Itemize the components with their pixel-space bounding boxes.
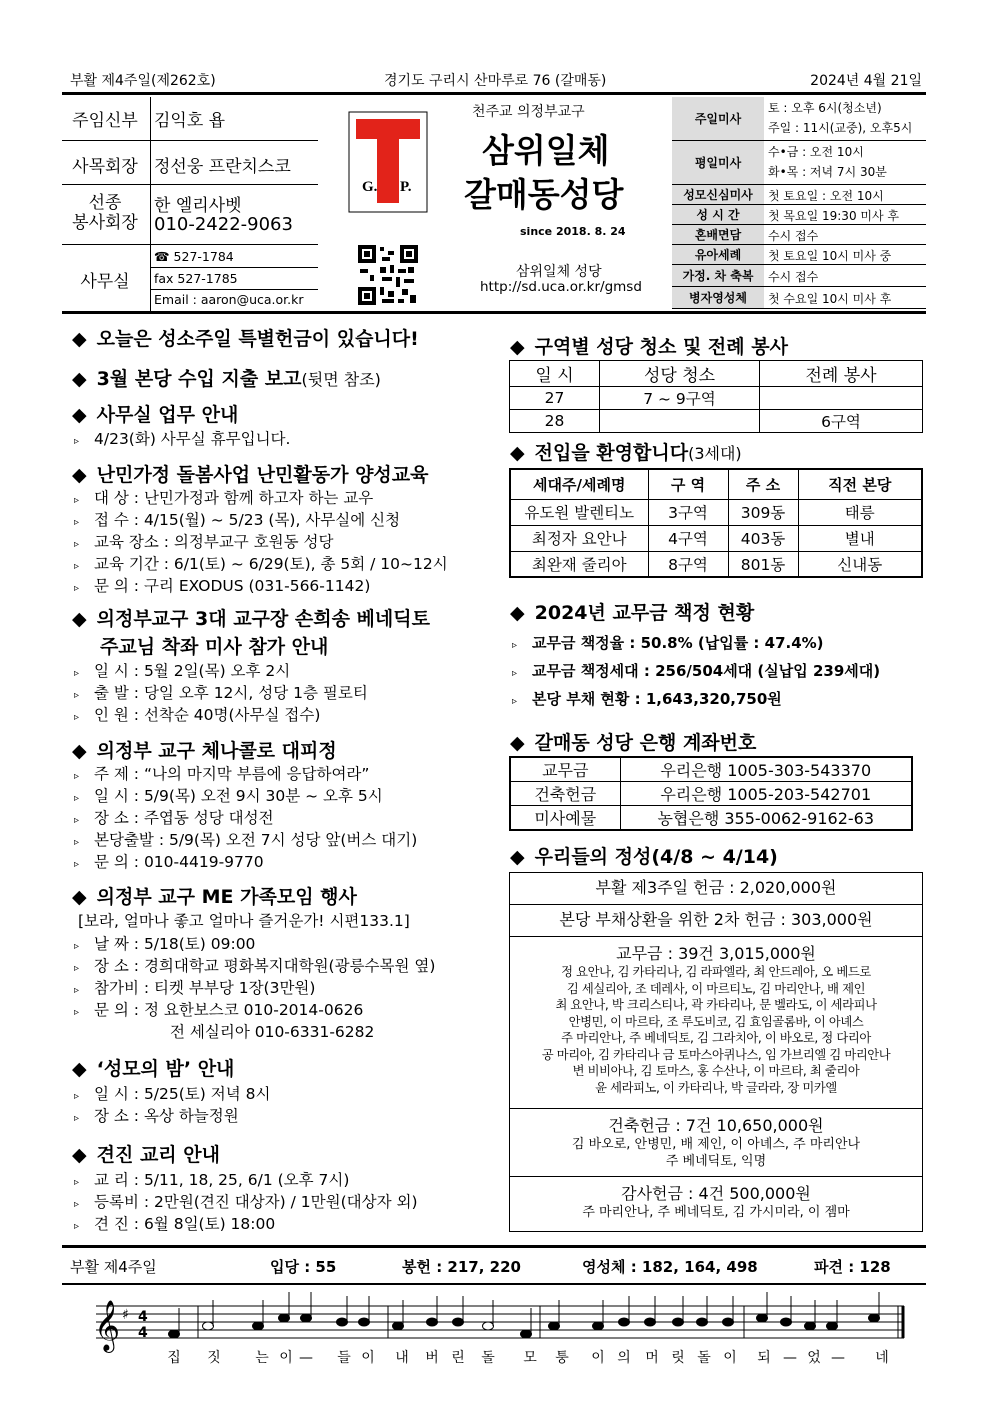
list-item: ▹ 참가비 : 티켓 부부당 1장(3만원) xyxy=(74,979,316,997)
tithe-name-line: 윤 세라피노, 이 카타리나, 박 글라라, 장 미카엘 xyxy=(595,1080,837,1095)
table-header: 구 역 xyxy=(648,469,728,499)
list-item: ▹ 문 의 : 구리 EXODUS (031-566-1142) xyxy=(74,577,371,595)
section-note: (3세대) xyxy=(688,444,742,463)
music-note xyxy=(337,1318,348,1326)
section-note: (뒷면 참조) xyxy=(301,370,381,389)
section-office-notice: ◆ 사무실 업무 안내 xyxy=(72,404,239,426)
music-note xyxy=(549,1322,560,1330)
lyric-syllable: 들 xyxy=(337,1350,351,1366)
building-names xyxy=(510,1136,922,1170)
mass-label: 가정. 차 축복 xyxy=(672,265,764,286)
section-title: 오늘은 성소주일 특별헌금이 있습니다! xyxy=(96,328,419,350)
account-label: 교무금 xyxy=(510,757,620,782)
table-cell: 태릉 xyxy=(798,499,922,525)
offering-sunday: 부활 제3주일 헌금 : 2,020,000원 xyxy=(510,873,922,905)
account-number[interactable]: 농협은행 355-0062-9162-63 xyxy=(620,806,912,831)
section-cenacle-retreat: ◆ 의정부 교구 체나콜로 대피정 xyxy=(72,740,337,762)
qr-code-icon[interactable] xyxy=(358,245,418,305)
pastor-row xyxy=(62,97,318,141)
service-row xyxy=(62,185,318,245)
stats-week: 부활 제4주일 xyxy=(70,1258,157,1276)
table-row xyxy=(510,757,912,782)
section-march-report: ◆ 3월 본당 수입 지출 보고(뒷면 참조) xyxy=(72,368,381,390)
mass-time: 첫 목요일 19:30 미사 후 xyxy=(768,209,899,223)
section-title: 3월 본당 수입 지출 보고 xyxy=(96,368,302,390)
lyric-syllable: 네 xyxy=(875,1350,889,1366)
table-cell: 신내동 xyxy=(798,551,922,577)
time-signature-bottom: 4 xyxy=(138,1325,148,1341)
psalm-quote: [보라, 얼마나 좋고 얼마나 즐거운가! 시편133.1] xyxy=(78,912,410,930)
mass-label: 혼배면담 xyxy=(672,225,764,244)
list-item: ▹ 본당출발 : 5/9(목) 오전 7시 성당 앞(버스 대기) xyxy=(74,831,418,849)
music-note xyxy=(359,1318,370,1326)
account-label: 미사예물 xyxy=(510,806,620,831)
list-item: ▹ 교무금 책정율 : 50.8% (납입률 : 47.4%) xyxy=(512,634,824,652)
mass-row xyxy=(672,245,926,265)
lyric-syllable: 돌 xyxy=(697,1350,711,1366)
time-signature-top: 4 xyxy=(138,1309,148,1325)
list-item: ▹ 장 소 : 옥상 하늘정원 xyxy=(74,1107,239,1125)
section-title: 2024년 교무금 책정 현황 xyxy=(534,602,755,624)
section-title: 견진 교리 안내 xyxy=(96,1144,220,1166)
table-cell: 최정자 요안나 xyxy=(510,525,648,551)
list-item: ▹ 접 수 : 4/15(월) ~ 5/23 (목), 사무실에 신청 xyxy=(74,511,401,529)
section-tithe-status: ◆ 2024년 교무금 책정 현황 xyxy=(510,602,755,624)
staff-col-divider xyxy=(150,97,151,311)
mass-time: 첫 토요일 : 오전 10시 xyxy=(768,189,884,203)
section-confirmation: ◆ 견진 교리 안내 xyxy=(72,1144,220,1166)
table-cell: 별내 xyxy=(798,525,922,551)
stats-attendance: 입당 : 55 xyxy=(270,1258,337,1276)
mass-time: 화•목 : 저녁 7시 30분 xyxy=(768,165,887,179)
office-email: Email : aaron@uca.or.kr xyxy=(154,292,304,307)
service-label xyxy=(62,193,148,233)
music-note xyxy=(279,1314,290,1322)
table-cell: 4구역 xyxy=(648,525,728,551)
offering-second: 본당 부채상환을 위한 2차 헌금 : 303,000원 xyxy=(510,905,922,937)
table-header: 성당 청소 xyxy=(600,361,760,387)
table-cell: 유도원 발렌티노 xyxy=(510,499,648,525)
treble-clef-icon: 𝄞 xyxy=(94,1300,121,1351)
thanks-names: 주 마리안나, 주 베네딕토, 김 가시미라, 이 젬마 xyxy=(582,1205,850,1220)
music-note xyxy=(593,1322,604,1330)
top-divider xyxy=(62,92,926,95)
mass-label: 유아세례 xyxy=(672,245,764,264)
offerings-box xyxy=(509,872,923,1232)
mass-time: 첫 토요일 10시 미사 중 xyxy=(768,249,892,263)
offering-building xyxy=(510,1109,922,1177)
music-note xyxy=(757,1314,768,1322)
hymn-score xyxy=(92,1290,912,1370)
music-note xyxy=(781,1318,792,1326)
mass-row xyxy=(672,205,926,225)
parish-logo xyxy=(348,111,428,213)
lyric-syllable: 의 xyxy=(617,1350,631,1366)
section-welcome: ◆ 전입을 환영합니다(3세대) xyxy=(510,442,742,464)
thanks-head: 감사헌금 : 4건 500,000원 xyxy=(621,1184,811,1203)
service-name: 한 엘리사벳 xyxy=(154,196,242,216)
section-title: 난민가정 돌봄사업 난민활동가 양성교육 xyxy=(96,464,429,486)
lyric-syllable: 었 xyxy=(807,1350,821,1366)
lyric-syllable: 퉁 xyxy=(555,1350,569,1366)
section-cleaning-duty: ◆ 구역별 성당 청소 및 전례 봉사 xyxy=(510,336,788,358)
list-item: ▹ 4/23(화) 사무실 휴무입니다. xyxy=(74,430,291,448)
table-header: 세대주/세례명 xyxy=(510,469,648,499)
list-item: ▹ 교육 기간 : 6/1(토) ~ 6/29(토), 총 5회 / 10~12시 xyxy=(74,555,448,573)
table-cell: 309동 xyxy=(728,499,798,525)
table-header: 주 소 xyxy=(728,469,798,499)
music-note xyxy=(453,1318,464,1326)
stats-offering: 봉헌 : 217, 220 xyxy=(402,1258,521,1276)
mass-row xyxy=(672,225,926,245)
list-item: ▹ 일 시 : 5월 2일(목) 오후 2시 xyxy=(74,662,291,680)
music-note xyxy=(673,1318,684,1326)
music-note xyxy=(301,1314,312,1322)
music-note xyxy=(393,1322,404,1330)
list-item: ▹ 일 시 : 5/25(토) 저녁 8시 xyxy=(74,1085,271,1103)
list-item-contact2: 전 세실리아 010-6331-6282 xyxy=(170,1023,375,1041)
service-label-1: 선종 xyxy=(88,193,122,213)
section-title: 전입을 환영합니다 xyxy=(534,442,689,464)
section-me-family: ◆ 의정부 교구 ME 가족모임 행사 xyxy=(72,886,357,908)
lyric-syllable: 머 xyxy=(645,1350,659,1366)
building-name-line: 주 베네딕토, 익명 xyxy=(665,1154,767,1169)
list-item: ▹ 일 시 : 5/9(목) 오전 9시 30분 ~ 오후 5시 xyxy=(74,787,383,805)
table-cell: 28 xyxy=(510,410,600,433)
section-title: 구역별 성당 청소 및 전례 봉사 xyxy=(534,336,788,358)
bank-table xyxy=(509,756,913,831)
parish-name-line1: 삼위일체 xyxy=(482,131,610,170)
mass-label: 주일미사 xyxy=(672,97,764,140)
mass-label: 성 시 간 xyxy=(672,205,764,224)
table-header: 전례 봉사 xyxy=(760,361,923,387)
tithe-name-line: 정 요안나, 김 카타리나, 김 라파엘라, 최 안드레아, 오 베드로 xyxy=(561,965,871,979)
music-note xyxy=(203,1322,214,1330)
tithe-name-line: 최 요안나, 박 크리스티나, 곽 카타리나, 문 벨라도, 이 세라피나 xyxy=(555,998,877,1012)
table-cell: 27 xyxy=(510,387,600,410)
list-item: ▹ 출 발 : 당일 오후 12시, 성당 1층 필로티 xyxy=(74,684,368,702)
office-phone: ☎ 527-1784 xyxy=(154,249,234,264)
cleaning-table xyxy=(509,360,923,433)
pastor-name: 김익호 욥 xyxy=(154,111,226,131)
lyric-syllable: 집 xyxy=(167,1350,181,1366)
lyric-syllable: — xyxy=(783,1350,797,1366)
account-label: 건축헌금 xyxy=(510,782,620,806)
mass-time: 첫 수요일 10시 미사 후 xyxy=(768,292,892,306)
tithe-name-line: 공 마리아, 김 카타리나 금 토마스아퀴나스, 임 가브리엘 김 마리안나 xyxy=(541,1047,891,1062)
mass-row xyxy=(672,265,926,287)
table-cell: 8구역 xyxy=(648,551,728,577)
council-row xyxy=(62,141,318,185)
mass-time: 수시 접수 xyxy=(768,229,819,243)
lyric-syllable: 버 xyxy=(425,1350,439,1366)
tithe-names xyxy=(510,964,922,1096)
table-row xyxy=(510,551,922,577)
church-address: 경기도 구리시 산마루로 76 (갈매동) xyxy=(384,73,607,89)
lyric-syllable: — xyxy=(831,1350,845,1366)
mass-row xyxy=(672,287,926,309)
office-fax: fax 527-1785 xyxy=(154,271,238,286)
section-title: 우리들의 정성(4/8 ~ 4/14) xyxy=(534,846,778,868)
offering-thanks xyxy=(510,1177,922,1231)
music-note xyxy=(827,1322,838,1330)
mass-row xyxy=(672,97,926,141)
welcome-table xyxy=(509,468,923,578)
lyric-syllable: 린 xyxy=(451,1350,465,1366)
logo-letters-right: P. xyxy=(400,179,412,195)
table-header-row xyxy=(510,469,922,499)
stats-bar xyxy=(62,1248,926,1282)
section-offerings: ◆ 우리들의 정성(4/8 ~ 4/14) xyxy=(510,846,778,868)
list-item: ▹ 장 소 : 경희대학교 평화복지대학원(광릉수목원 옆) xyxy=(74,957,436,975)
mass-row xyxy=(672,141,926,185)
lyric-syllable: — xyxy=(299,1350,313,1366)
lyric-syllable: 내 xyxy=(395,1350,409,1366)
table-cell: 3구역 xyxy=(648,499,728,525)
parish-header xyxy=(330,97,670,307)
music-note xyxy=(483,1322,494,1330)
section-title: ‘성모의 밤’ 안내 xyxy=(96,1058,235,1080)
table-header: 직전 본당 xyxy=(798,469,922,499)
lyric-syllable: 는 xyxy=(255,1350,269,1366)
list-item: ▹ 등록비 : 2만원(견진 대상자) / 1만원(대상자 외) xyxy=(74,1193,418,1211)
tithe-name-line: 안병민, 이 마르타, 조 루도비코, 김 효임골롬바, 이 아녜스 xyxy=(568,1014,864,1029)
lyric-syllable: 되 xyxy=(757,1350,771,1366)
table-header: 일 시 xyxy=(510,361,600,387)
office-row xyxy=(62,245,318,311)
list-item: ▹ 교 리 : 5/11, 18, 25, 6/1 (오후 7시) xyxy=(74,1171,350,1189)
music-note xyxy=(645,1318,656,1326)
section-title: 의정부교구 3대 교구장 손희송 베네딕토 xyxy=(96,608,430,630)
table-cell: 403동 xyxy=(728,525,798,551)
lyric-syllable: 이 xyxy=(361,1350,375,1366)
table-row xyxy=(510,499,922,525)
table-cell xyxy=(600,410,760,433)
building-head: 건축헌금 : 7건 10,650,000원 xyxy=(608,1116,824,1135)
mass-row xyxy=(672,185,926,205)
table-cell: 6구역 xyxy=(760,410,923,433)
section-bishop-mass: ◆ 의정부교구 3대 교구장 손희송 베네딕토 xyxy=(72,608,430,630)
issue-week: 부활 제4주일(제262호) xyxy=(70,73,216,89)
section-vocation-sunday: ◆ 오늘은 성소주일 특별헌금이 있습니다! xyxy=(72,328,419,350)
header-divider xyxy=(62,311,926,314)
table-header-row xyxy=(510,361,923,387)
lyric-syllable: 이 xyxy=(279,1350,293,1366)
council-name: 정선웅 프란치스코 xyxy=(154,157,291,177)
list-item: ▹ 장 소 : 주엽동 성당 대성전 xyxy=(74,809,274,827)
stats-dismissal: 파견 : 128 xyxy=(814,1258,891,1276)
section-refugee-training: ◆ 난민가정 돌봄사업 난민활동가 양성교육 xyxy=(72,464,429,486)
list-item: ▹ 인 원 : 선착순 40명(사무실 접수) xyxy=(74,706,321,724)
council-label: 사목회장 xyxy=(72,157,138,177)
mass-time: 토 : 오후 6시(청소년) xyxy=(768,101,882,115)
list-item: ▹ 주 제 : “나의 마지막 부름에 응답하여라” xyxy=(74,765,370,783)
mass-time: 주일 : 11시(교중), 오후5시 xyxy=(768,121,913,135)
site-url[interactable]: http://sd.uca.or.kr/gmsd xyxy=(480,279,642,295)
account-number[interactable]: 우리은행 1005-303-543370 xyxy=(620,757,912,782)
table-cell xyxy=(760,387,923,410)
lyric-syllable: 이 xyxy=(723,1350,737,1366)
lyric-syllable: 짓 xyxy=(207,1350,221,1366)
lyric-syllable: 돌 xyxy=(481,1350,495,1366)
section-bank-accounts: ◆ 갈매동 성당 은행 계좌번호 xyxy=(510,732,757,754)
site-name: 삼위일체 성당 xyxy=(516,264,602,280)
office-line-2 xyxy=(150,289,318,290)
list-item: ▹ 견 진 : 6월 8일(토) 18:00 xyxy=(74,1215,276,1233)
lyric-syllable: 릿 xyxy=(671,1350,685,1366)
music-note xyxy=(427,1318,438,1326)
diocese-name: 천주교 의정부교구 xyxy=(472,104,585,120)
table-row xyxy=(510,525,922,551)
table-cell: 801동 xyxy=(728,551,798,577)
section-title: 의정부 교구 ME 가족모임 행사 xyxy=(96,886,357,908)
lyric-syllable: 이 xyxy=(591,1350,605,1366)
table-cell: 최완재 줄리아 xyxy=(510,551,648,577)
list-item: ▹ 본당 부채 현황 : 1,643,320,750원 xyxy=(512,690,782,708)
table-cell: 7 ~ 9구역 xyxy=(600,387,760,410)
music-note xyxy=(697,1318,708,1326)
office-line-1 xyxy=(150,267,318,268)
list-item: ▹ 문 의 : 010-4419-9770 xyxy=(74,853,264,871)
issue-date: 2024년 4월 21일 xyxy=(810,73,922,89)
section-bishop-mass-line2: 주교님 착좌 미사 참가 안내 xyxy=(100,636,329,658)
mass-label: 병자영성체 xyxy=(672,287,764,308)
sharp-icon: ♯ xyxy=(122,1307,129,1323)
music-note xyxy=(521,1330,532,1338)
music-note xyxy=(253,1322,264,1330)
mass-label: 성모신심미사 xyxy=(672,185,764,204)
stats-bottom-divider xyxy=(62,1283,926,1285)
list-item: ▹ 문 의 : 정 요한보스코 010-2014-0626 xyxy=(74,1001,364,1019)
parish-name-line2: 갈매동성당 xyxy=(464,175,624,214)
section-title: 갈매동 성당 은행 계좌번호 xyxy=(534,732,757,754)
tithe-name-line: 변 비비아나, 김 토마스, 홍 수산나, 이 마르타, 최 줄리아 xyxy=(572,1064,860,1078)
service-label-2: 봉사회장 xyxy=(72,213,138,233)
mass-time: 수•금 : 오전 10시 xyxy=(768,145,864,159)
list-item: ▹ 교육 장소 : 의정부교구 호원동 성당 xyxy=(74,533,334,551)
office-label: 사무실 xyxy=(80,272,130,292)
tithe-name-line: 주 마리안나, 주 베네딕토, 김 그라치아, 이 바오로, 정 다리아 xyxy=(561,1031,871,1045)
mass-label: 평일미사 xyxy=(672,141,764,184)
table-row xyxy=(510,387,923,410)
table-row xyxy=(510,410,923,433)
music-note xyxy=(619,1318,630,1326)
section-title: 의정부 교구 체나콜로 대피정 xyxy=(96,740,337,762)
offering-tithe xyxy=(510,937,922,1109)
section-may-night: ◆ ‘성모의 밤’ 안내 xyxy=(72,1058,235,1080)
tithe-head: 교무금 : 39건 3,015,000원 xyxy=(616,944,816,963)
music-note xyxy=(805,1322,816,1330)
service-phone: 010-2422-9063 xyxy=(154,214,293,235)
pastor-label: 주임신부 xyxy=(72,111,138,131)
tithe-name-line: 김 세실리아, 조 데레사, 이 마르티노, 김 마리안나, 배 제인 xyxy=(566,981,866,996)
list-item: ▹ 대 상 : 난민가정과 함께 하고자 하는 교우 xyxy=(74,489,374,507)
mass-time: 수시 접수 xyxy=(768,270,819,284)
since-date: since 2018. 8. 24 xyxy=(520,225,626,238)
list-item: ▹ 교무금 책정세대 : 256/504세대 (실납입 239세대) xyxy=(512,662,881,680)
logo-letters-left: G. xyxy=(362,179,378,195)
section-title: 사무실 업무 안내 xyxy=(96,404,239,426)
music-note xyxy=(169,1330,180,1338)
table-row xyxy=(510,782,912,806)
account-number[interactable]: 우리은행 1005-203-542701 xyxy=(620,782,912,806)
music-note xyxy=(723,1318,734,1326)
table-row xyxy=(510,806,912,831)
stats-communion: 영성체 : 182, 164, 498 xyxy=(582,1258,758,1276)
list-item: ▹ 날 짜 : 5/18(토) 09:00 xyxy=(74,935,256,953)
lyric-syllable: 모 xyxy=(523,1350,537,1366)
building-name-line: 김 바오로, 안병민, 배 제인, 이 아녜스, 주 마리안나 xyxy=(571,1137,861,1152)
music-note xyxy=(869,1314,880,1322)
